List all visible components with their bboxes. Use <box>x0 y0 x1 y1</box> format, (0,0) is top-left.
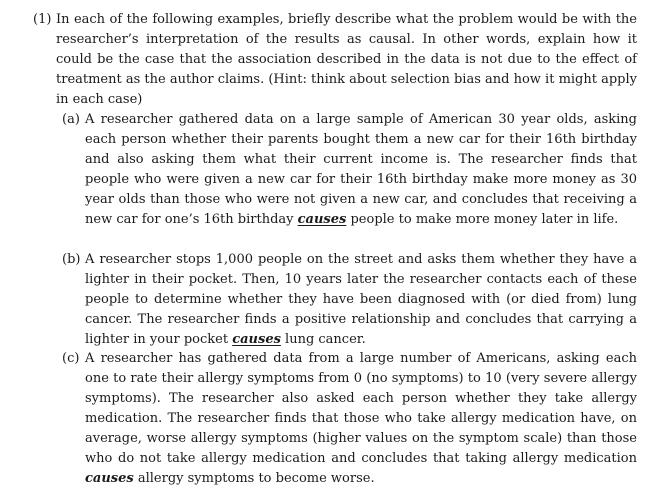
question-1 <box>33 10 637 110</box>
part-text-before: A researcher gathered data on a large sample of American 30 year olds, asking each person whether their parents bought them a new car for their 16th birthday and also asking them what their current income is. The researcher finds that people who were given a new car for their 16th birthday make more money as 30 year olds than those who were not given a new car, and concludes that receiving a new car for one’s 16th birthday <box>85 112 637 227</box>
part-label: (c) <box>62 351 80 366</box>
part-text-after: lung cancer. <box>285 332 366 347</box>
part-label: (a) <box>62 112 80 127</box>
part-text-after: people to make more money later in life. <box>350 212 619 227</box>
emphasis-causes: causes <box>85 471 134 486</box>
emphasis-causes: causes <box>232 332 281 347</box>
part-text-after: allergy symptoms to become worse. <box>137 471 375 486</box>
part-a <box>62 110 637 230</box>
part-b <box>62 250 637 350</box>
part-text-before: A researcher stops 1,000 people on the street and asks them whether they have a lighter in their pocket. Then, 10 years later the researcher contacts each of these people to determine whether they have been diagnosed with (or died from) lung cancer. The researcher finds a positive relationship and concludes that carrying a lighter in your pocket <box>85 252 637 347</box>
part-text-before: A researcher has gathered data from a large number of Americans, asking each one to rate their allergy symptoms from 0 (no symptoms) to 10 (very severe allergy symptoms). The researcher also asked each person whether they take allergy medication. The researcher finds that those who take allergy medication have, on average, worse allergy symptoms (higher values on the symptom scale) than those who do not take allergy medication and concludes that taking allergy medication <box>85 351 637 466</box>
emphasis-causes: causes <box>297 212 347 227</box>
part-text <box>62 250 637 350</box>
part-text <box>62 110 637 230</box>
question-text: In each of the following examples, briefly describe what the problem would be with the researcher’s interpretation of the results as causal. In other words, explain how it could be the case that the association described in the data is not due to the effect of treatment as the author claims. (Hint: think about selection bias and how it might apply in each case) <box>56 12 638 107</box>
question-number: (1) <box>33 12 52 27</box>
part-text <box>62 349 637 489</box>
part-c <box>62 349 637 489</box>
part-label: (b) <box>62 252 81 267</box>
